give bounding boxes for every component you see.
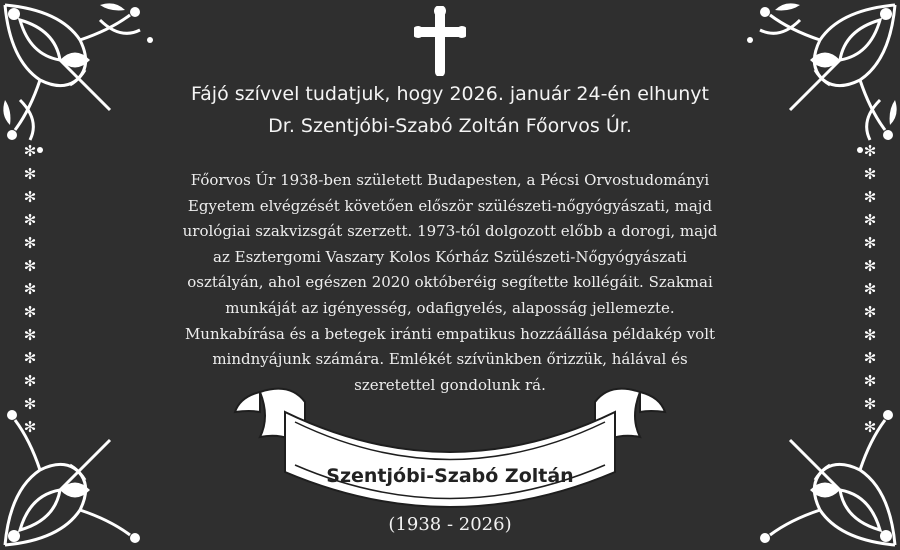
snowflake-star-icon: ✻ [23, 372, 37, 390]
snowflake-star-icon: ✻ [23, 280, 37, 298]
snowflake-star-icon: ✻ [863, 211, 877, 229]
snowflake-star-icon: ✻ [863, 326, 877, 344]
snowflake-star-icon: ✻ [863, 303, 877, 321]
snowflake-star-icon: ✻ [23, 303, 37, 321]
snowflake-star-icon: ✻ [23, 142, 37, 160]
biography-line: osztályán, ahol egészen 2020 októberéig segítette kollégáit. Szakmai [187, 273, 713, 292]
snowflake-star-icon: ✻ [863, 257, 877, 275]
announcement-line-2: Dr. Szentjóbi-Szabó Zoltán Főorvos Úr. [268, 115, 632, 137]
snowflake-star-icon: ✻ [863, 418, 877, 436]
snowflake-star-icon: ✻ [23, 257, 37, 275]
snowflake-star-icon: ✻ [23, 188, 37, 206]
snowflake-star-icon: ✻ [23, 234, 37, 252]
right-border-stars [860, 140, 880, 439]
snowflake-star-icon: ✻ [23, 395, 37, 413]
snowflake-star-icon: ✻ [23, 326, 37, 344]
biography-line: urológiai szakvizsgát szerzett. 1973-tól dolgozott előbb a dorogi, majd [182, 222, 718, 241]
deceased-name: Szentjóbi-Szabó Zoltán [326, 465, 574, 487]
orthodox-cross-icon [414, 6, 466, 76]
biography-line: mindnyájunk számára. Emlékét szívünkben őrizzük, hálával és [212, 350, 688, 369]
snowflake-star-icon: ✻ [23, 165, 37, 183]
biography-line: szeretettel gondolunk rá. [354, 375, 546, 394]
left-border-stars [20, 140, 40, 439]
snowflake-star-icon: ✻ [863, 372, 877, 390]
snowflake-star-icon: ✻ [23, 418, 37, 436]
life-years: (1938 - 2026) [388, 514, 512, 535]
biography-line: Főorvos Úr 1938-ben született Budapesten, a Pécsi Orvostudományi [190, 171, 710, 189]
biography-line: munkáját az igényesség, odafigyelés, alaposság jellemezte. [225, 298, 675, 317]
snowflake-star-icon: ✻ [863, 395, 877, 413]
name-ribbon-banner [230, 372, 670, 512]
snowflake-star-icon: ✻ [23, 349, 37, 367]
snowflake-star-icon: ✻ [863, 188, 877, 206]
snowflake-star-icon: ✻ [863, 280, 877, 298]
snowflake-star-icon: ✻ [863, 349, 877, 367]
snowflake-star-icon: ✻ [863, 142, 877, 160]
biography-text [150, 168, 750, 398]
announcement-line-1: Fájó szívvel tudatjuk, hogy 2026. január 24-én elhunyt [190, 83, 709, 105]
snowflake-star-icon: ✻ [23, 211, 37, 229]
biography-line: Egyetem elvégzését követően először szülészeti-nőgyógyászati, majd [187, 196, 713, 215]
snowflake-star-icon: ✻ [863, 234, 877, 252]
biography-line: az Esztergomi Vaszary Kolos Kórház Szülészeti-Nőgyógyászati [213, 247, 687, 266]
biography-line: Munkabírása és a betegek iránti empatikus hozzáállása példakép volt [184, 324, 716, 343]
snowflake-star-icon: ✻ [863, 165, 877, 183]
